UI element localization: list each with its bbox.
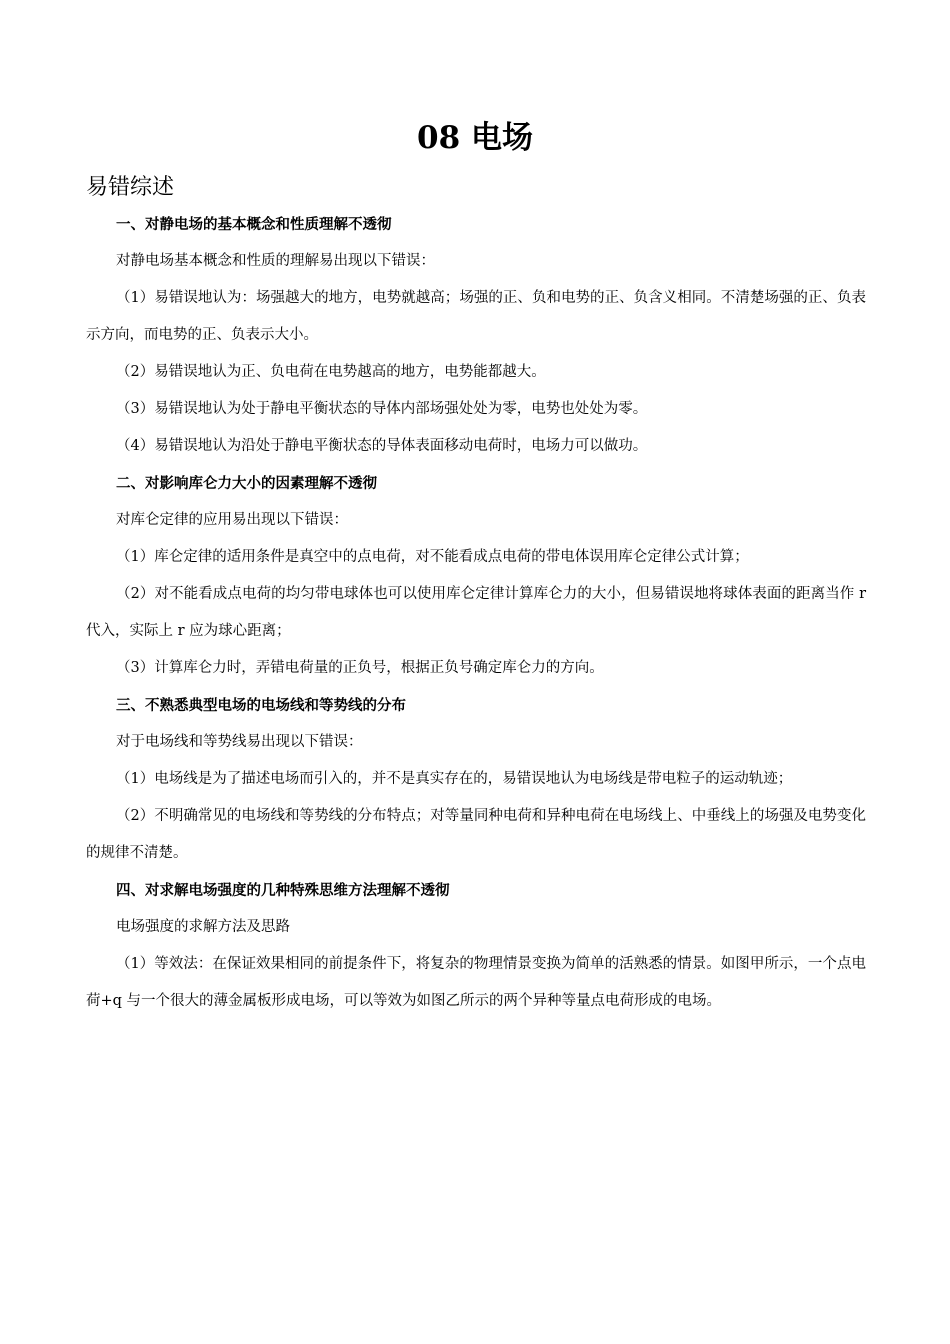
section-heading: 一、对静电场的基本概念和性质理解不透彻	[116, 217, 392, 233]
paragraph: （2）对不能看成点电荷的均匀带电球体也可以使用库仑定律计算库仑力的大小，但易错误地将球体表面的距离当作 r 代入，实际上 r 应为球心距离；	[86, 586, 866, 639]
paragraph: （1）易错误地认为：场强越大的地方，电势就越高；场强的正、负和电势的正、负含义相同。不清楚场强的正、负表示方向，而电势的正、负表示大小。	[86, 290, 866, 343]
section-heading: 三、不熟悉典型电场的电场线和等势线的分布	[116, 698, 406, 714]
paragraph: 对库仑定律的应用易出现以下错误：	[116, 512, 348, 528]
paragraph: （3）计算库仑力时，弄错电荷量的正负号，根据正负号确定库仑力的方向。	[116, 660, 604, 676]
paragraph: （1）等效法：在保证效果相同的前提条件下，将复杂的物理情景变换为简单的活熟悉的情景。如图甲所示，一个点电荷+q 与一个很大的薄金属板形成电场，可以等效为如图乙所示的两个异种等量点电荷形成的电场。	[86, 956, 866, 1009]
section-2	[86, 474, 866, 696]
paragraph: 电场强度的求解方法及思路	[116, 919, 290, 935]
paragraph: 对静电场基本概念和性质的理解易出现以下错误：	[116, 253, 435, 269]
section-heading: 四、对求解电场强度的几种特殊思维方法理解不透彻	[116, 883, 450, 899]
document-body	[86, 215, 866, 1029]
paragraph: （2）易错误地认为正、负电荷在电势越高的地方，电势能都越大。	[116, 364, 546, 380]
paragraph: （4）易错误地认为沿处于静电平衡状态的导体表面移动电荷时，电场力可以做功。	[116, 438, 648, 454]
section-heading: 二、对影响库仑力大小的因素理解不透彻	[116, 476, 377, 492]
paragraph: 对于电场线和等势线易出现以下错误：	[116, 734, 363, 750]
paragraph: （1）电场线是为了描述电场而引入的，并不是真实存在的，易错误地认为电场线是带电粒子的运动轨迹；	[116, 771, 793, 787]
section-4	[86, 881, 866, 1029]
paragraph: （2）不明确常见的电场线和等势线的分布特点；对等量同种电荷和异种电荷在电场线上、中垂线上的场强及电势变化的规律不清楚。	[86, 808, 866, 861]
section-3	[86, 696, 866, 881]
section-1	[86, 215, 866, 474]
document-title: 08 电场	[417, 120, 533, 156]
paragraph: （1）库仑定律的适用条件是真空中的点电荷，对不能看成点电荷的带电体误用库仑定律公式计算；	[116, 549, 749, 565]
paragraph: （3）易错误地认为处于静电平衡状态的导体内部场强处处为零，电势也处处为零。	[116, 401, 648, 417]
overview-heading: 易错综述	[86, 175, 175, 200]
